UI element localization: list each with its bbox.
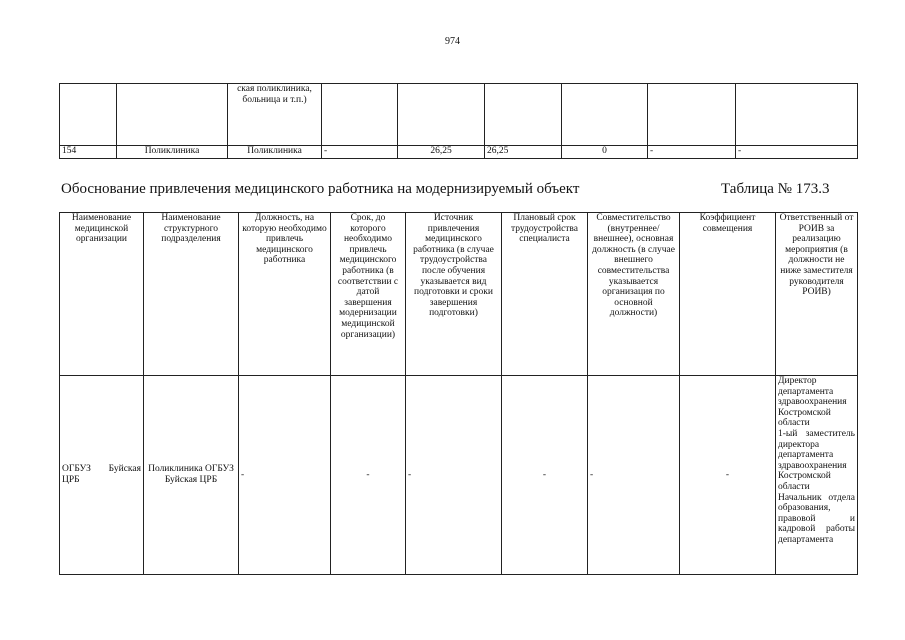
column-header: Источник привлечения медицинского работника (в случае трудоустройства после обучения указывается вид подготовки и сроки завершения подготовки) bbox=[406, 213, 502, 376]
cell: Поликлиника bbox=[117, 146, 228, 159]
cell bbox=[322, 84, 398, 146]
column-header: Коэффициент совмещения bbox=[680, 213, 776, 376]
cell bbox=[736, 84, 858, 146]
table-number: Таблица № 173.3 bbox=[721, 181, 830, 197]
position-cell: - bbox=[239, 376, 331, 575]
cell: ская поликлиника, больница и т.п.) bbox=[228, 84, 322, 146]
cell: - bbox=[648, 146, 736, 159]
row-number: 154 bbox=[60, 146, 117, 159]
cell bbox=[485, 84, 562, 146]
coefficient-cell: - bbox=[680, 376, 776, 575]
cell bbox=[60, 84, 117, 146]
responsible-cell bbox=[776, 376, 858, 575]
source-cell: - bbox=[406, 376, 502, 575]
staffing-table bbox=[59, 212, 858, 575]
column-header: Ответственный от РОИВ за реализацию мероприятия (в должности не ниже заместителя руководителя РОИВ) bbox=[776, 213, 858, 376]
column-header: Совместительство (внутреннее/внешнее), основная должность (в случае внешнего совместительства указывается организация по основной должности) bbox=[588, 213, 680, 376]
responsible-line: Директор департамента здравоохранения Костромской области bbox=[778, 376, 847, 429]
column-header: Плановый срок трудоустройства специалиста bbox=[502, 213, 588, 376]
continuation-table bbox=[59, 83, 858, 159]
continuation-row bbox=[60, 84, 858, 146]
cell: 0 bbox=[562, 146, 648, 159]
header-row bbox=[60, 213, 858, 376]
responsible-line: Начальник отдела образования, правовой и кадровой работы департамента bbox=[778, 492, 855, 545]
cell: - bbox=[322, 146, 398, 159]
cell bbox=[117, 84, 228, 146]
column-header: Наименование структурного подразделения bbox=[144, 213, 239, 376]
deadline-cell: - bbox=[331, 376, 406, 575]
column-header: Наименование медицинской организации bbox=[60, 213, 144, 376]
cell: 26,25 bbox=[398, 146, 485, 159]
table-row bbox=[60, 146, 858, 159]
column-header: Срок, до которого необходимо привлечь медицинского работника (в соответствии с датой завершения модернизации медицинской организации) bbox=[331, 213, 406, 376]
cell: 26,25 bbox=[485, 146, 562, 159]
page-number: 974 bbox=[445, 36, 460, 47]
subdivision-cell: Поликлиника ОГБУЗ Буйская ЦРБ bbox=[144, 376, 239, 575]
planned-term-cell: - bbox=[502, 376, 588, 575]
organization-cell: ОГБУЗ Буйская ЦРБ bbox=[60, 376, 144, 575]
cell: - bbox=[736, 146, 858, 159]
section-heading: Обоснование привлечения медицинского работника на модернизируемый объект bbox=[61, 181, 580, 197]
responsible-line: 1-ый заместитель директора департамента здравоохранения Костромской области bbox=[778, 428, 855, 492]
combination-cell: - bbox=[588, 376, 680, 575]
cell bbox=[648, 84, 736, 146]
cell bbox=[398, 84, 485, 146]
cell: Поликлиника bbox=[228, 146, 322, 159]
table-row bbox=[60, 376, 858, 575]
cell bbox=[562, 84, 648, 146]
column-header: Должность, на которую необходимо привлечь медицинского работника bbox=[239, 213, 331, 376]
